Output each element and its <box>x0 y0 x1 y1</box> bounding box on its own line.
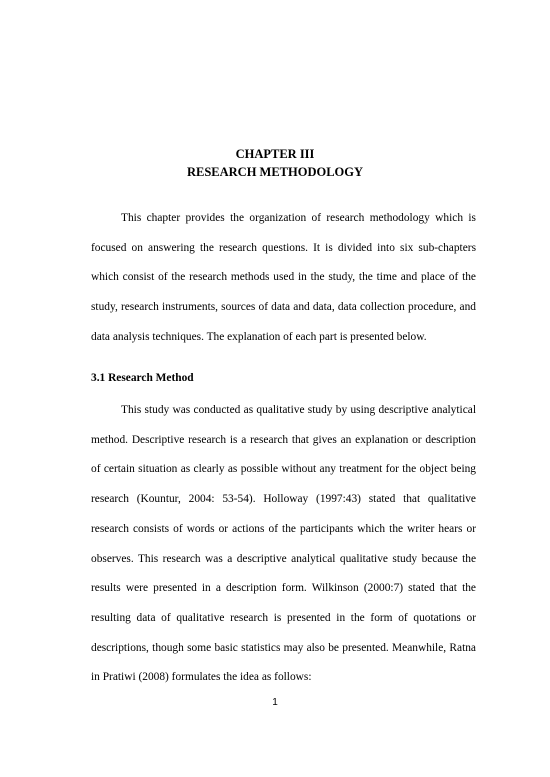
section-heading-research-method: 3.1 Research Method <box>91 372 194 384</box>
research-method-paragraph: This study was conducted as qualitative study by using descriptive analytical method. Descriptive research is a research that gives an explanation or description of certain situation as clearly as possible without any treatment for the object being research (Kountur, 2004: 53-54). Holloway (1997:43) stated that qualitative research consists of words or actions of the participants which the writer hears or observes. This research was a descriptive analytical qualitative study because the results were presented in a description form. Wilkinson (2000:7) stated that the resulting data of qualitative research is presented in the form of quotations or descriptions, though some basic statistics may also be presented. Meanwhile, Ratna in Pratiwi (2008) formulates the idea as follows: <box>91 404 476 684</box>
chapter-title: RESEARCH METHODOLOGY <box>186 165 364 179</box>
intro-paragraph: This chapter provides the organization of research methodology which is focused on answering the research questions. It is divided into six sub-chapters which consist of the research methods used in the study, the time and place of the study, research instruments, sources of data and data, data collection procedure, and data analysis techniques. The explanation of each part is presented below. <box>91 212 476 343</box>
page-number: 1 <box>272 697 278 708</box>
chapter-number: CHAPTER III <box>235 147 315 161</box>
